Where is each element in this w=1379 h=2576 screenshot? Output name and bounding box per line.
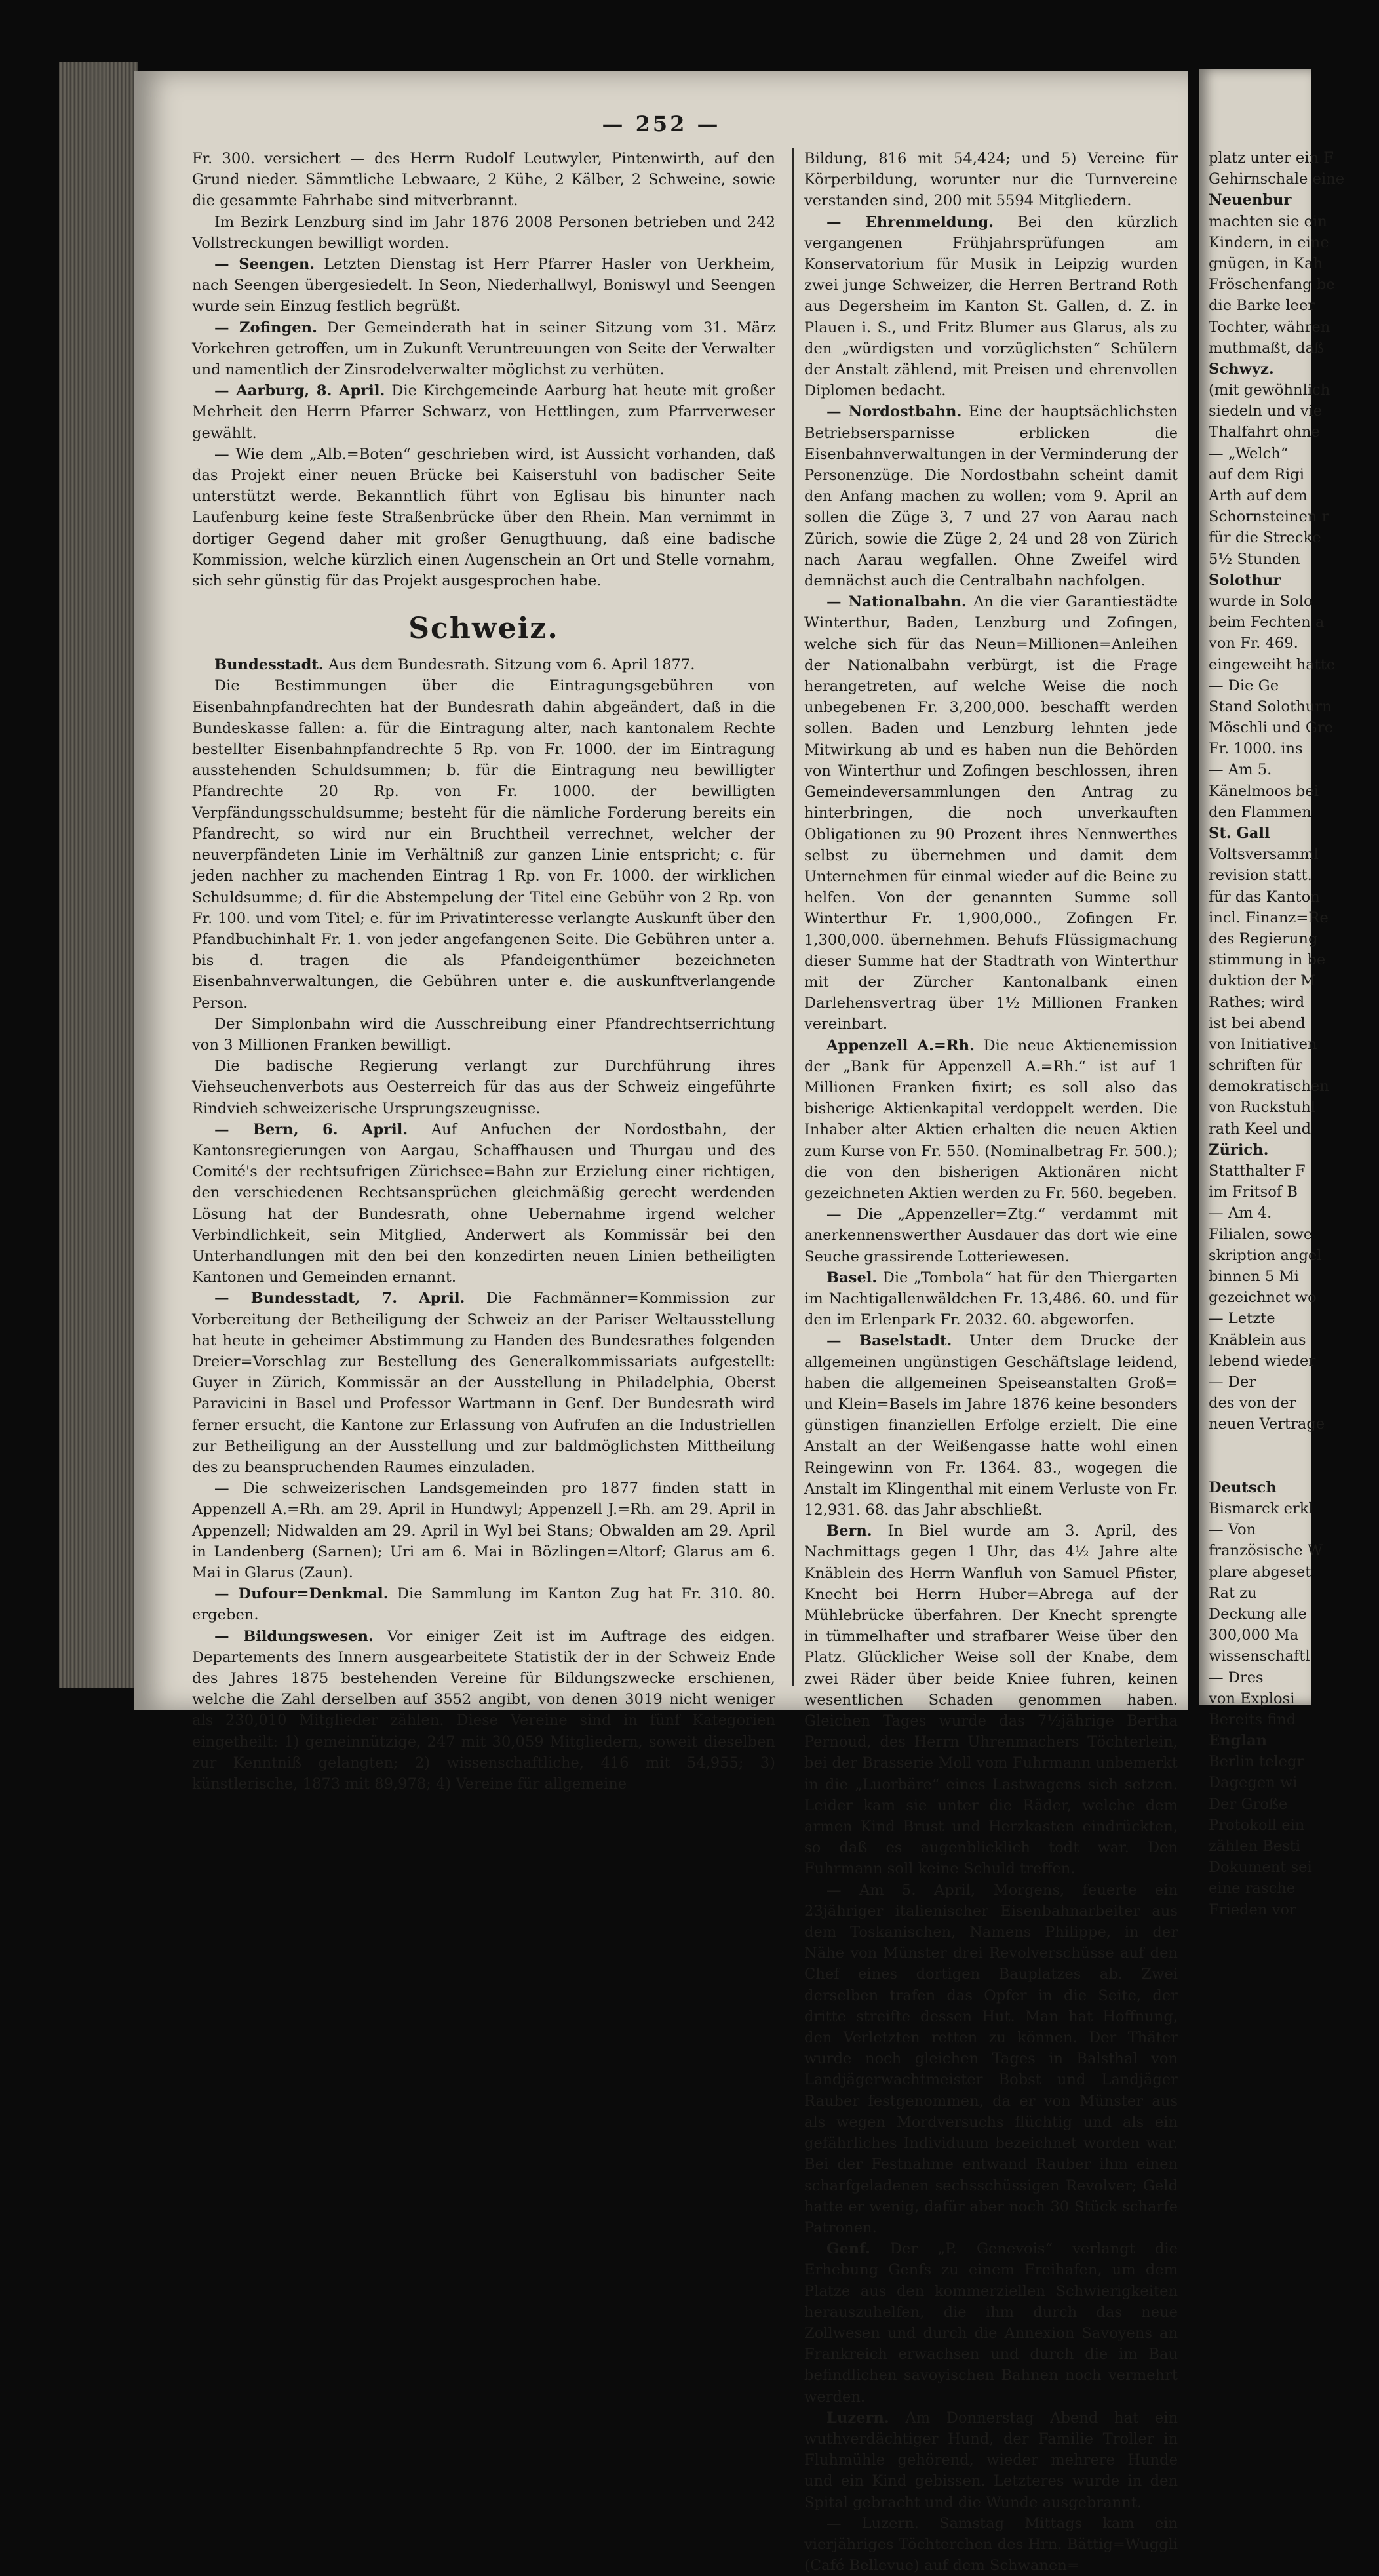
fragment-line: plare abgeset [1209,1563,1311,1581]
article-heading: Appenzell A.=Rh. [826,1037,975,1054]
fragment-line: von Initiativen [1209,1035,1317,1053]
fragment-line: Möschli und Gre [1209,719,1334,737]
article-paragraph [804,1035,1178,1204]
fragment-line: Solothur [1209,571,1281,589]
book-page-edges [59,62,138,1688]
fragment-line: wurde in Solo [1209,592,1313,610]
article-heading: — Bundesstadt, 7. April. [214,1290,465,1307]
article-text: Bei den kürzlich vergangenen Frühjahrsprüfungen am Konservatorium für Musik in Leipzig wurden zwei junge Schweizer, die Herren Bertrand Roth aus Degersheim im Kanton St. Gallen, d. Z. in Plauen i. S., und Fritz Blumer aus Glarus, als zu den „würdigsten und vorzüglichsten“ Schülern der Anstalt zählend, mit Preisen und ehrenvollen Diplomen bedacht. [804,213,1178,400]
fragment-line: für das Kanton [1209,888,1320,905]
article-text: Die „Tombola“ hat für den Thiergarten im Nachtigallenwäldchen Fr. 13,486. 60. und für den im Erlenpark Fr. 2032. 60. abgeworfen. [804,1269,1178,1329]
article-text: Der Simplonbahn wird die Ausschreibung einer Pfandrechtserrichtung von 3 Millionen Franken bewilligt. [192,1015,775,1054]
left-column [192,148,775,1794]
column-divider [792,148,794,1686]
fragment-line: Frieden vor [1209,1901,1296,1918]
article-text: An die vier Garantiestädte Winterthur, Baden, Lenzburg und Zofingen, welche sich für das Neun=Millionen=Anleihen der Nationalbahn verbürgt, ist die Frage herangetreten, auf welche Weise die noch unbegebenen Fr. 3,200,000. beschafft werden sollen. Baden und Lenzburg lehnten jede Mitwirkung ab und es haben nun die Behörden von Winterthur und Zofingen beschlossen, ihren Gemeindeversammlungen den Antrag zu hinterbringen, die noch unverkauften Obligationen zu 90 Prozent ihres Nennwerthes selbst zu übernehmen und damit dem Unternehmen für einmal wieder auf die Beine zu helfen. Von der genannten Summe soll Winterthur Fr. 1,900,000., Zofingen Fr. 1,300,000. übernehmen. Behufs Flüssigmachung dieser Summe hat der Stadtrath von Winterthur mit der Zürcher Kantonalbank einen Darlehensvertrag über 1½ Millionen Franken vereinbart. [804,593,1178,1033]
fragment-line: Dokument sei [1209,1859,1312,1876]
fragment-line: Neuenbur [1209,191,1292,209]
article-text: Die neue Aktienemission der „Bank für Appenzell A.=Rh.“ ist auf 1 Millionen Franken fixirt; es soll also das bisherige Aktienkapital verdoppelt werden. Die Inhaber alter Aktien erhalten die neuen Aktien zum Kurse von Fr. 550. (Nominalbetrag Fr. 500.); die von den bisherigen Aktionären nicht gezeichneten Aktien werden zu Fr. 560. begeben. [804,1037,1178,1202]
fragment-line: Stand Solothurn [1209,698,1332,715]
fragment-line: Bereits find [1209,1711,1296,1728]
article-heading: — Baselstadt. [826,1332,952,1350]
article-paragraph [192,254,775,317]
right-column [804,148,1178,2576]
fragment-line: binnen 5 Mi [1209,1267,1299,1285]
article-heading: — Nationalbahn. [826,593,967,611]
fragment-line: schriften für [1209,1057,1303,1075]
fragment-line: Schwyz. [1209,360,1274,378]
fragment-line: Berlin telegr [1209,1753,1304,1771]
fragment-line: — Letzte [1209,1310,1275,1328]
fragment-line: Kindern, in eine [1209,233,1329,251]
adjacent-page-text [1209,148,1379,1920]
article-paragraph [192,1288,775,1478]
fragment-line: machten sie ein [1209,212,1327,230]
fragment-line: Känelmoos bei [1209,782,1319,800]
fragment-line: Tochter, währen [1209,318,1330,336]
fragment-line: revision statt. [1209,867,1312,884]
fragment-line: — Am 4. [1209,1204,1272,1222]
fragment-line: Gehirnschale eine [1209,170,1345,188]
article-text: Die Bestimmungen über die Eintragungsgebühren von Eisenbahnpfandrechten hat der Bundesrath dahin abgeändert, daß in die Bundeskasse fallen: a. für die Eintragung alter, nach kantonalem Rechte bestellter Eisenbahnpfandrechte 5 Rp. von Fr. 1000. der im Eintragung ausstehenden Schuldsummen; b. für die Eintragung neu bewilligter Pfandrechte 20 Rp. von Fr. 1000. der bewilligten Verpfändungsschuldsumme; besteht für die nämliche Forderung bereits ein Pfandrecht, so wird nur ein Bruchtheil verrechnet, welcher der neuverpfändeten Linie im Verhältniß zur ganzen Linie entspricht; c. für jeden nachher zu machenden Eintrag 1 Rp. von Fr. 1000. der wirklichen Schuldsumme; d. für die Abstempelung der Titel eine Gebühr von 2 Rp. von Fr. 100. und vom Titel; e. für im Privatinteresse verlangte Auskunft über den Pfandbuchinhalt Fr. 1. von jeder angefangenen Seite. Die Gebühren unter a. bis d. tragen die als Pfandeigenthümer bezeichneten Eisenbahnverwaltungen, die Gebühren unter e. die auskunftverlangende Person. [192,677,775,1012]
article-text: — Luzern. Samstag Mittags kam ein vierjähriges Töchterchen des Hrn. Bättig=Wuggli (Café Bellevue) auf dem Schwanen= [804,2514,1178,2575]
article-text: Bildung, 816 mit 54,424; und 5) Vereine für Körperbildung, worunter nur die Turnvereine verstanden sind, 200 mit 5594 Mitgliedern. [804,150,1178,210]
fragment-line: Schornsteinen r [1209,508,1329,526]
fragment-line: Englan [1209,1732,1268,1750]
article-heading: — Ehrenmeldung. [826,213,994,231]
fragment-line: stimmung in be [1209,951,1326,969]
article-text: In Biel wurde am 3. April, des Nachmittags gegen 1 Uhr, das 4½ Jahre alte Knäblein des Herrn Wanfluh von Samuel Pfister, Knecht bei Herrn Huber=Abrega auf der Mühlebrücke überfahren. Der Knecht sprengte in tümmelhafter und strafbarer Weise über den Platz. Glücklicher Weise soll der Knabe, dem zwei Räder über beide Kniee fuhren, keinen wesentlichen Schaden genommen haben. Gleichen Tages wurde das 7½jährige Bertha Pernoud, des Herrn Uhrenmachers Töchterlein, bei der Brasserie Moll vom Fuhrmann unbemerkt in die „Luorbäre“ eines Lastwagens sich setzen. Leider kam sie unter die Räder, welche dem armen Kind Brust und Herzkasten eindrückten, so daß es augenblicklich todt war. Den Fuhrmann soll keine Schuld treffen. [804,1522,1178,1878]
fragment-line: Thalfahrt ohne [1209,424,1320,441]
fragment-line: — Von [1209,1521,1256,1539]
article-text: Der Gemeinderath hat in seiner Sitzung vom 31. März Vorkehren getroffen, um in Zukunft Veruntreuungen von Seite der Verwalter und namentlich der Zinsrodelverwalter möglichst zu verhüten. [192,319,776,379]
article-paragraph [804,401,1178,591]
article-text: Aus dem Bundesrath. Sitzung vom 6. April 1877. [328,656,695,674]
article-paragraph [192,1583,775,1625]
fragment-line: St. Gall [1209,825,1270,842]
fragment-line: muthmaßt, daß [1209,339,1325,357]
fragment-line: von Explosi [1209,1690,1295,1707]
fragment-line: Der Große [1209,1795,1288,1813]
fragment-line: duktion der M [1209,972,1316,990]
fragment-line: 5½ Stunden [1209,550,1300,568]
fragment-line: Knäblein aus [1209,1331,1306,1349]
article-paragraph [192,317,775,381]
article-paragraph [192,1119,775,1288]
fragment-line: — Dres [1209,1669,1264,1686]
article-text: — Wie dem „Alb.=Boten“ geschrieben wird, ist Aussicht vorhanden, daß das Projekt einer neuen Brücke bei Kaiserstuhl von badischer Seite unterstützt werde. Bekanntlich führt von Eglisau bis hinunter nach Laufenburg keine feste Straßenbrücke über den Rhein. Man vernimmt in dortiger Gegend daher mit großer Genugthuung, daß eine badische Kommission, welche kürzlich einen Augenschein an Ort und Stelle vornahm, sich sehr günstig für das Projekt ausgesprochen habe. [192,445,775,590]
fragment-line: Bismarck erkl [1209,1500,1313,1517]
article-paragraph [192,654,775,675]
fragment-line [1209,1435,1379,1456]
article-paragraph [804,2408,1178,2513]
fragment-line: eingeweiht hatte [1209,656,1336,673]
fragment-line: französische W [1209,1542,1323,1560]
fragment-line: Deutsch [1209,1478,1277,1496]
article-paragraph [192,380,775,444]
article-paragraph [804,2238,1178,2408]
fragment-line: Protokoll ein [1209,1816,1305,1834]
fragment-line: platz unter ein F [1209,149,1334,167]
fragment-line: demokratischen [1209,1078,1329,1096]
article-paragraph [804,1330,1178,1520]
fragment-line: Dagegen wi [1209,1774,1298,1792]
fragment-line: Fröschenfang be [1209,276,1335,294]
fragment-line: Statthalter F [1209,1162,1306,1179]
article-paragraph [804,1520,1178,1879]
fragment-line: Deckung alle [1209,1605,1307,1623]
article-paragraph [804,1204,1178,1267]
article-text: — Die schweizerischen Landsgemeinden pro 1877 finden statt in Appenzell A.=Rh. am 29. April in Hundwyl; Appenzell J.=Rh. am 29. April in Appenzell; Nidwalden am 29. April in Wyl bei Stans; Obwalden am 29. April in Landenberg (Sarnen); Uri am 6. Mai in Bözlingen=Altorf; Glarus am 6. Mai in Glarus (Zaun). [192,1480,775,1581]
fragment-line: Filialen, sowe [1209,1225,1313,1243]
article-text: Am Donnerstag Abend hat ein wuthverdächtiger Hund, der Familie Troller in Fluhmühle gehörend, wieder mehrere Hunde und ein Kind gebissen. Letzteres wurde in den Spital gebracht und die Wunde ausgebrannt. [804,2409,1178,2511]
article-heading: — Bern, 6. April. [214,1120,408,1138]
article-text: Fr. 300. versichert — des Herrn Rudolf Leutwyler, Pintenwirth, auf den Grund nieder. Sämmtliche Lebwaare, 2 Kühe, 2 Kälber, 2 Schweine, sowie die gesammte Fahrhabe sind mitverbrannt. [192,150,775,210]
article-paragraph [192,675,775,1013]
article-text: — Am 5. April, Morgens, feuerte ein 23jähriger italienischer Eisenbahnarbeiter aus dem Toskanischen, Namens Philippe, in der Nähe von Münster drei Revolverschüsse auf den Chef eines dortigen Bauplatzes ab. Zwei derselben trafen das Opfer in die Seite, der dritte streifte dessen Hut. Man hat Hoffnung, den Verletzten retten zu können. Der Thäter wurde noch gleichen Tages in Balsthal von Landjägerwachtmeister Bobst und Landjäger Rauber festgenommen, da er von Münster aus als wegen Mordversuchs flüchtig und als ein gefährliches Individuum bezeichnet worden war. Bei der Festnahme entwand Rauber ihm einen scharfgeladenen sechsschüssigen Revolver; Geld hatte er wenig, dafür aber noch 30 Stück scharfe Patronen. [804,1881,1178,2236]
fragment-line: eine rasche [1209,1880,1296,1897]
section-title: Schweiz. [408,612,559,646]
adjacent-page-fragment [1199,69,1345,1918]
fragment-line: wissenschaftl [1209,1648,1310,1665]
article-paragraph [192,1056,775,1119]
fragment-line: des Regierung [1209,930,1318,947]
article-text: Vor einiger Zeit ist im Auftrage des eidgen. Departements des Innern ausgearbeitete Statistik der in der Schweiz Ende des Jahres 1875 bestehenden Vereine für Bildungszwecke erschienen, welche die Zahl derselben auf 3552 angibt, von denen 3019 nicht weniger als 230,010 Mitglieder zählen. Diese Vereine sind in fünf Kategorien eingetheilt: 1) gemeinnützige, 247 mit 30,059 Mitgliedern, soweit dieselben zur Kenntniß gelangten; 2) wissenschaftliche, 416 mit 54,955; 3) künstlerische, 1873 mit 89,978; 4) Vereine für allgemeine [192,1627,775,1793]
article-text: Der „P. Genevois“ verlangt die Erhebung Genfs zu einem Freihafen, um dem Platze aus den kommerziellen Schwierigkeiten herauszuhelfen, die ihm durch das neue Zollwesen und durch die Annexion Savoyens an Frankreich erwachsen und durch die im Bau befindlichen savoyischen Bahnen noch vermehrt werden. [804,2240,1178,2406]
fragment-line [1209,1456,1379,1477]
fragment-line: ist bei abend [1209,1014,1306,1032]
fragment-line: Zürich. [1209,1141,1269,1159]
fragment-line: beim Fechten a [1209,614,1325,631]
fragment-line: 300,000 Ma [1209,1627,1299,1644]
article-text: Im Bezirk Lenzburg sind im Jahr 1876 2008 Personen betrieben und 242 Vollstreckungen bewilligt worden. [192,213,775,252]
fragment-line: Arth auf dem [1209,487,1308,504]
page-number: — 252 — [602,111,721,136]
fragment-line: siedeln und vie [1209,403,1323,420]
article-paragraph [804,148,1178,212]
article-text: Die Kirchgemeinde Aarburg hat heute mit großer Mehrheit den Herrn Pfarrer Schwarz, von Hettlingen, zum Pfarrverweser gewählt. [192,382,775,442]
article-heading: — Seengen. [214,256,315,273]
fragment-line: die Barke leer [1209,297,1315,315]
fragment-line: auf dem Rigi [1209,466,1304,483]
fragment-line: den Flammen [1209,803,1311,821]
article-paragraph [192,1478,775,1583]
article-heading: Genf. [826,2240,870,2258]
article-text: Auf Anfuchen der Nordostbahn, der Kantonsregierungen von Aargau, Schaffhausen und Thurgau und des Comité's der rechtsufrigen Zürichsee=Bahn zur Erzielung einer richtigen, den verschiedenen Rechtsansprüchen gleichmäßig gerecht werdenden Lösung hat der Bundesrath, ohne Uebernahme irgend welcher Verbindlichkeit, sein Mitglied, Anderwert als Kommissär bei den Unterhandlungen mit den bei den konzedirten neuen Linien betheiligten Kantonen und Gemeinden ernannt. [192,1120,775,1286]
fragment-line: zählen Besti [1209,1838,1301,1855]
article-heading: Luzern. [826,2409,889,2427]
fragment-line: Rathes; wird [1209,993,1305,1011]
article-heading: — Aarburg, 8. April. [214,382,385,400]
article-heading: — Bildungswesen. [214,1627,374,1645]
article-paragraph [192,212,775,254]
article-paragraph [804,1880,1178,2238]
fragment-line: Fr. 1000. ins [1209,740,1303,758]
article-heading: Basel. [826,1269,878,1286]
article-paragraph [804,2513,1178,2576]
fragment-line: — Am 5. [1209,761,1272,779]
article-text: Die Sammlung im Kanton Zug hat Fr. 310. 80. ergeben. [192,1585,775,1624]
article-paragraph [192,148,775,212]
fragment-line: Voltsversamml [1209,846,1319,863]
fragment-line: Rat zu [1209,1584,1257,1602]
fragment-line: gnügen, in Kah [1209,254,1323,272]
fragment-line: rath Keel und [1209,1120,1311,1138]
fragment-line: neuen Vertrage [1209,1416,1325,1433]
fragment-line: lebend wieder [1209,1352,1316,1370]
fragment-line: — Der [1209,1373,1256,1391]
fragment-line: incl. Finanz=Re [1209,909,1329,926]
article-heading: — Nordostbahn. [826,403,962,421]
fragment-line: im Fritsof B [1209,1183,1298,1201]
article-text: Eine der hauptsächlichsten Betriebsersparnisse erblicken die Eisenbahnverwaltungen in der Verminderung der Personenzüge. Die Nordostbahn scheint damit den Anfang machen zu wollen; vom 9. April an sollen die Züge 3, 7 und 27 von Aarau nach Zürich, sowie die Züge 2, 24 und 28 von Zürich nach Aarau wegfallen. Ohne Zweifel wird demnächst auch die Centralbahn nachfolgen. [804,403,1178,590]
fragment-line: skription angel [1209,1246,1322,1264]
article-text: Letzten Dienstag ist Herr Pfarrer Hasler von Uerkheim, nach Seengen übergesiedelt. In Seon, Niederhallwyl, Boniswyl und Seengen wurde sein Einzug festlich begrüßt. [192,256,775,315]
article-paragraph [192,1014,775,1056]
fragment-line: — Die Ge [1209,677,1279,694]
fragment-line: — „Welch“ [1209,445,1289,462]
article-paragraph [804,1267,1178,1331]
article-text: Die badische Regierung verlangt zur Durchführung ihres Viehseuchenverbots aus Oesterreich für das aus der Schweiz eingeführte Rindvieh schweizerische Ursprungszeugnisse. [192,1058,775,1117]
fragment-line: gezeichnet wo [1209,1289,1317,1307]
article-text: Die Fachmänner=Kommission zur Vorbereitung der Betheiligung der Schweiz an der Pariser Weltausstellung hat heute in geheimer Abstimmung zu Handen des Bundesrathes folgenden Dreier=Vorschlag zur Bestellung des Generalkommissariats aufgestellt: Guyer in Zürich, Kommissär an der Ausstellung in Philadelphia, Oberst Paravicini in Basel und Professor Wartmann in Genf. Der Bundesrath wird ferner ersucht, die Kantone zur Erlassung von Aufrufen an die Industriellen zur Betheiligung an der Ausstellung und zur baldmöglichsten Mittheilung des zu beanspruchenden Raumes einzuladen. [192,1290,775,1476]
fragment-line: von Ruckstuhl [1209,1099,1316,1117]
fragment-line: für die Strecke [1209,529,1321,547]
article-text: Unter dem Drucke der allgemeinen ungünstigen Geschäftslage leidend, haben die allgemeinen Speiseanstalten Groß= und Klein=Basels im Jahre 1876 keine besonders günstigen finanziellen Erfolge erzielt. Die eine Anstalt an der Weißengasse hatte wohl einen Reingewinn von Fr. 1364. 83., wogegen die Anstalt im Klingenthal mit einem Verluste von Fr. 12,931. 68. das Jahr abschließt. [804,1332,1178,1518]
fragment-line: des von der [1209,1395,1296,1412]
article-heading: Bundesstadt. [214,656,324,674]
article-paragraph [804,212,1178,402]
article-paragraph [804,591,1178,1035]
article-heading: — Dufour=Denkmal. [214,1585,389,1603]
article-heading: — Zofingen. [214,319,317,336]
article-paragraph [192,1626,775,1795]
fragment-line: von Fr. 469. [1209,635,1298,652]
newspaper-page [134,71,1188,2575]
article-text: — Die „Appenzeller=Ztg.“ verdammt mit anerkennenswerther Ausdauer das dort wie eine Seuche grassirende Lotteriewesen. [804,1206,1178,1265]
article-heading: Bern. [826,1522,872,1540]
fragment-line: (mit gewöhnlich [1209,382,1330,399]
article-paragraph [192,444,775,591]
